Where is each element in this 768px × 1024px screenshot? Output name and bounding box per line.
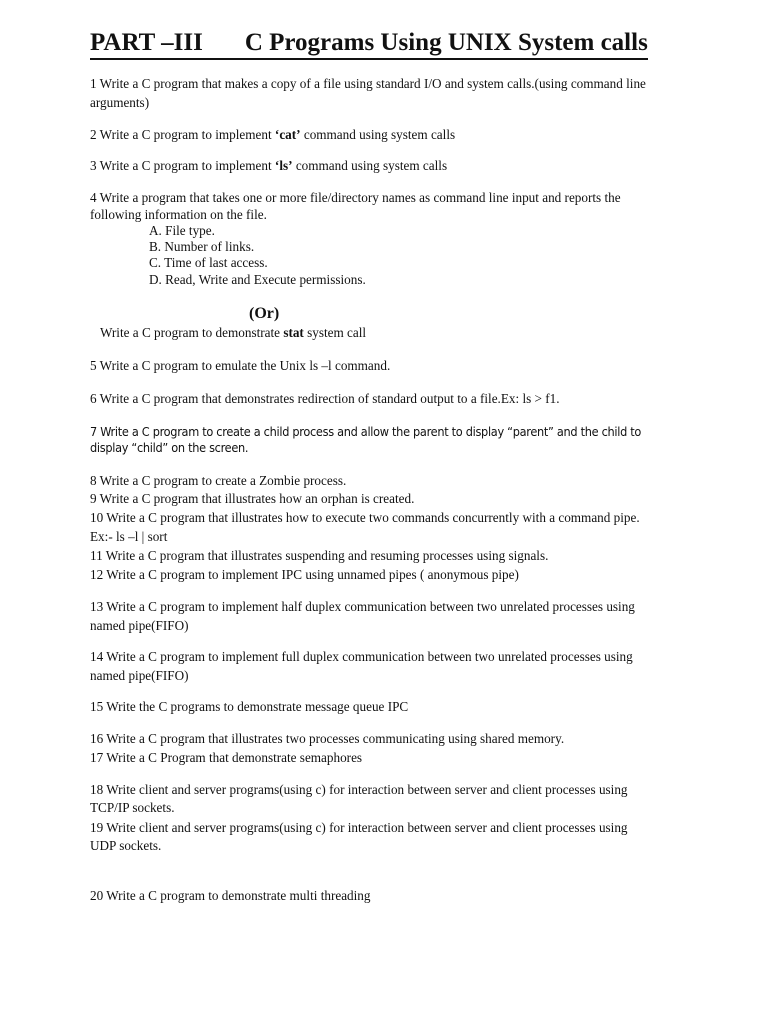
item-1-line-1: 1 Write a C program that makes a copy of a file using standard I/O and system calls.(using command line bbox=[90, 76, 646, 91]
item-stat bbox=[100, 325, 700, 342]
item-4-line-1: 4 Write a program that takes one or more file/directory names as command line input and reports the bbox=[90, 190, 621, 205]
item-14-line-2: named pipe(FIFO) bbox=[90, 668, 189, 683]
item-stat-text: Write a C program to demonstrate bbox=[100, 325, 284, 340]
item-12: 12 Write a C program to implement IPC using unnamed pipes ( anonymous pipe) bbox=[90, 567, 519, 582]
item-5: 5 Write a C program to emulate the Unix ls –l command. bbox=[90, 358, 391, 373]
or-separator: (Or) bbox=[249, 305, 280, 322]
item-10-line-2: Ex:- ls –l | sort bbox=[90, 529, 168, 544]
item-stat-text-end: system call bbox=[303, 325, 367, 340]
item-4-sub-b: B. Number of links. bbox=[149, 239, 255, 254]
item-4-sub-c: C. Time of last access. bbox=[149, 255, 268, 270]
item-7-line-2: display “child” on the screen. bbox=[90, 440, 249, 455]
item-3 bbox=[90, 158, 690, 175]
item-4-sub-d: D. Read, Write and Execute permissions. bbox=[149, 272, 366, 287]
item-8: 8 Write a C program to create a Zombie process. bbox=[90, 473, 347, 488]
item-13-line-2: named pipe(FIFO) bbox=[90, 618, 189, 633]
item-19-line-1: 19 Write client and server programs(using c) for interaction between server and client processes using bbox=[90, 820, 628, 835]
item-17: 17 Write a C Program that demonstrate semaphores bbox=[90, 750, 363, 765]
item-7-line-1: 7 Write a C program to create a child process and allow the parent to display “parent” and the child to bbox=[90, 424, 642, 439]
item-10-line-1: 10 Write a C program that illustrates how to execute two commands concurrently with a command pipe. bbox=[90, 510, 640, 525]
item-2-text-end: command using system calls bbox=[300, 127, 456, 142]
item-1-line-2: arguments) bbox=[90, 95, 150, 110]
item-4-line-2: following information on the file. bbox=[90, 207, 267, 222]
item-18-line-1: 18 Write client and server programs(using c) for interaction between server and client processes using bbox=[90, 782, 628, 797]
item-3-text-end: command using system calls bbox=[292, 158, 448, 173]
title-heading: C Programs Using UNIX System calls bbox=[244, 29, 648, 56]
item-15: 15 Write the C programs to demonstrate message queue IPC bbox=[90, 699, 409, 714]
item-20: 20 Write a C program to demonstrate multi threading bbox=[90, 888, 371, 903]
item-3-bold: ‘ls’ bbox=[274, 158, 293, 173]
item-16: 16 Write a C program that illustrates two processes communicating using shared memory. bbox=[90, 731, 565, 746]
title-part: PART –III bbox=[90, 29, 203, 56]
page-title bbox=[90, 28, 648, 60]
item-14-line-1: 14 Write a C program to implement full duplex communication between two unrelated processes using bbox=[90, 649, 633, 664]
item-2-bold: ‘cat’ bbox=[274, 127, 301, 142]
item-2 bbox=[90, 127, 690, 144]
item-4-sub-a: A. File type. bbox=[149, 223, 215, 238]
item-stat-bold: stat bbox=[283, 325, 304, 340]
item-19-line-2: UDP sockets. bbox=[90, 838, 162, 853]
item-2-text: 2 Write a C program to implement bbox=[90, 127, 275, 142]
item-11: 11 Write a C program that illustrates suspending and resuming processes using signals. bbox=[90, 548, 549, 563]
item-6: 6 Write a C program that demonstrates redirection of standard output to a file.Ex: ls > f1. bbox=[90, 391, 560, 406]
item-18-line-2: TCP/IP sockets. bbox=[90, 800, 175, 815]
item-9: 9 Write a C program that illustrates how an orphan is created. bbox=[90, 491, 415, 506]
item-13-line-1: 13 Write a C program to implement half duplex communication between two unrelated processes using bbox=[90, 599, 635, 614]
item-3-text: 3 Write a C program to implement bbox=[90, 158, 275, 173]
